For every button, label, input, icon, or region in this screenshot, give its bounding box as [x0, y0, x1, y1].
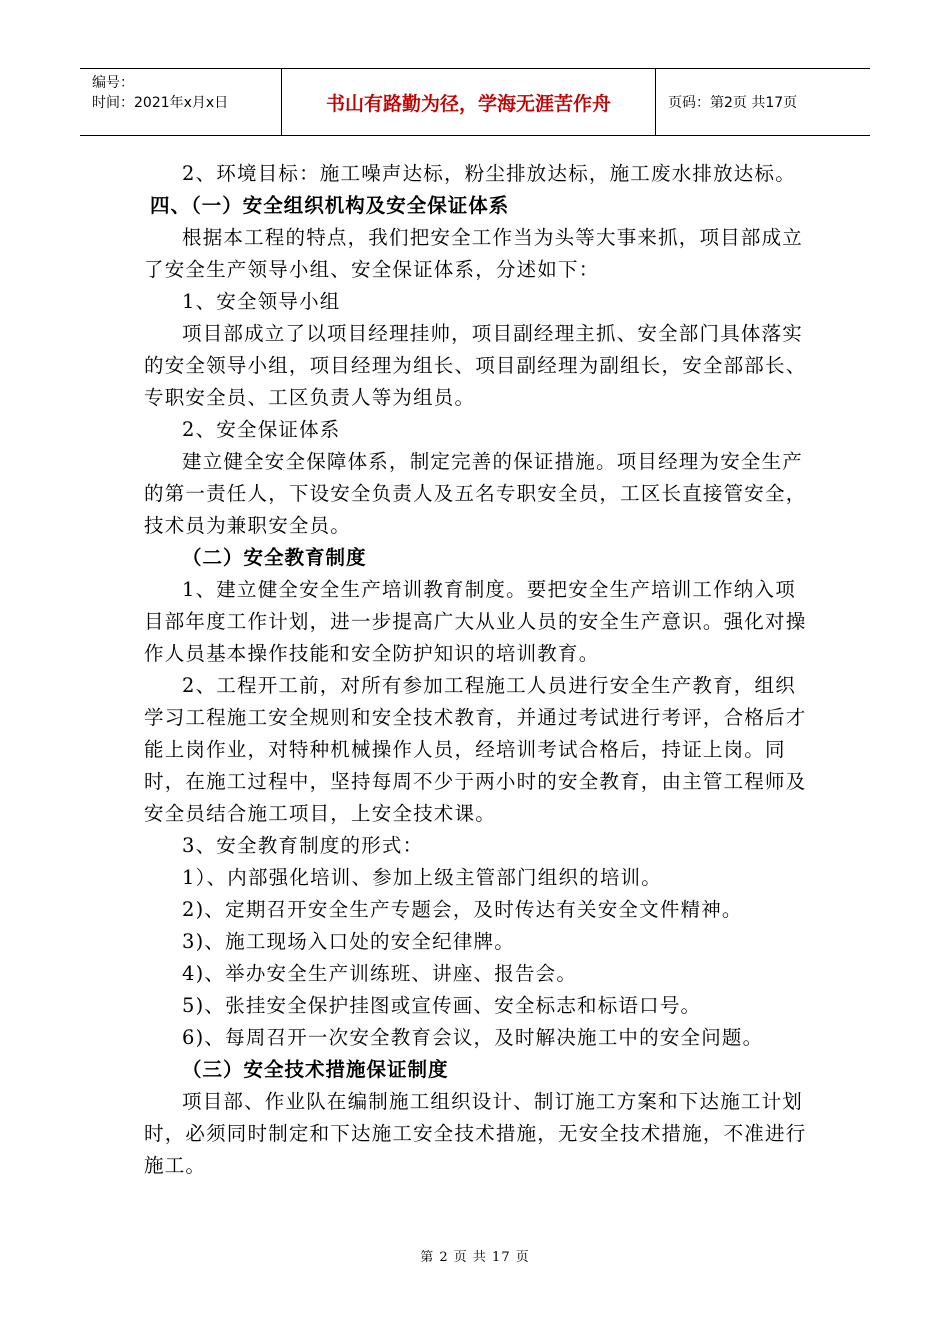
header-motto: 书山有路勤为径，学海无涯苦作舟 — [325, 92, 611, 115]
body-paragraph: 项目部成立了以项目经理挂帅，项目副经理主抓、安全部门具体落实的安全领导小组，项目经理为组长、项目副经理为副组长，安全部部长、专职安全员、工区负责人等为组员。 — [144, 322, 807, 409]
document-number-label: 编号： — [92, 75, 134, 91]
header-page-info: 页码：第2页 共17页 — [668, 95, 798, 111]
document-body — [144, 158, 809, 1182]
body-paragraph: 1、建立健全安全生产培训教育制度。要把安全生产培训工作纳入项目部年度工作计划，进一步提高广大从业人员的安全生产意识。强化对操作人员基本操作技能和安全防护知识的培训教育。 — [144, 578, 807, 665]
body-paragraph: 建立健全安全保障体系，制定完善的保证措施。项目经理为安全生产的第一责任人，下设安全负责人及五名专职安全员，工区长直接管安全，技术员为兼职安全员。 — [144, 450, 807, 537]
body-paragraph: 项目部、作业队在编制施工组织设计、制订施工方案和下达施工计划时，必须同时制定和下达施工安全技术措施，无安全技术措施，不准进行施工。 — [144, 1090, 807, 1177]
body-paragraph: 1）、内部强化培训、参加上级主管部门组织的培训。 — [182, 866, 662, 889]
body-paragraph: 5)、张挂安全保护挂图或宣传画、安全标志和标语口号。 — [182, 994, 702, 1017]
body-paragraph: 4)、举办安全生产训练班、讲座、报告会。 — [182, 962, 578, 985]
document-time-label: 时间：2021年x月x日 — [92, 95, 229, 111]
page-footer: 第 2 页 共 17 页 — [420, 1250, 530, 1265]
header-motto-cell — [282, 69, 656, 135]
body-paragraph: 2)、定期召开安全生产专题会，及时传达有关安全文件精神。 — [182, 898, 743, 921]
body-paragraph: 2、工程开工前，对所有参加工程施工人员进行安全生产教育，组织学习工程施工安全规则和安全技术教育，并通过考试进行考评，合格后才能上岗作业，对特种机械操作人员，经培训考试合格后，持证上岗。同时，在施工过程中，坚持每周不少于两小时的安全教育，由主管工程师及安全员结合施工项目，上安全技术课。 — [144, 674, 807, 825]
body-paragraph: 根据本工程的特点，我们把安全工作当为头等大事来抓，项目部成立了安全生产领导小组、安全保证体系，分述如下： — [144, 226, 804, 281]
body-paragraph: 1、安全领导小组 — [182, 290, 341, 313]
body-paragraph: 6)、每周召开一次安全教育会议，及时解决施工中的安全问题。 — [182, 1026, 764, 1049]
document-header — [80, 68, 870, 136]
header-meta-cell — [80, 69, 282, 135]
body-paragraph: 3、安全教育制度的形式： — [182, 834, 424, 857]
body-paragraph: 2、安全保证体系 — [182, 418, 341, 441]
section-heading: 四、（一）安全组织机构及安全保证体系 — [150, 194, 510, 217]
subsection-heading: （二）安全教育制度 — [182, 546, 367, 569]
body-paragraph: 2、环境目标：施工噪声达标，粉尘排放达标，施工废水排放达标。 — [182, 162, 796, 185]
subsection-heading: （三）安全技术措施保证制度 — [182, 1058, 449, 1081]
body-paragraph: 3)、施工现场入口处的安全纪律牌。 — [182, 930, 515, 953]
header-page-cell — [656, 69, 870, 135]
